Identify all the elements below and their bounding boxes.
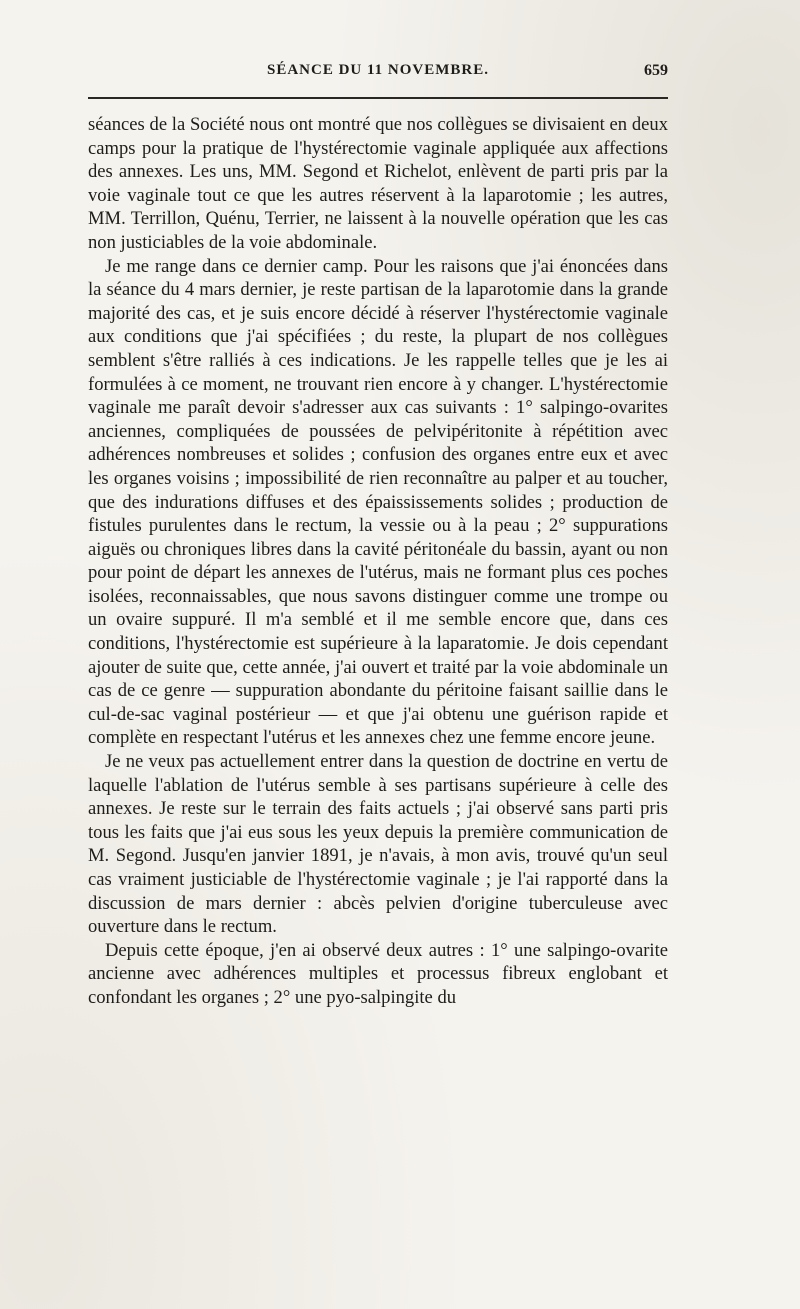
running-head [88, 62, 668, 86]
header-rule [88, 97, 668, 99]
body-text [88, 113, 668, 1010]
page-number: 659 [644, 62, 668, 79]
paragraph-3: Je ne veux pas actuellement entrer dans la question de doctrine en vertu de laquelle l'ablation de l'utérus semble à ses partisans supérieure à celle des annexes. Je reste sur le terrain des faits actuels ; j'ai observé sans parti pris tous les faits que j'ai eus sous les yeux depuis la première communication de M. Segond. Jusqu'en janvier 1891, je n'avais, à mon avis, trouvé qu'un seul cas vraiment justiciable de l'hystérectomie vaginale ; je l'ai rapporté dans la discussion de mars dernier : abcès pelvien d'origine tuberculeuse avec ouverture dans le rectum. [88, 751, 668, 938]
paragraph-2: Je me range dans ce dernier camp. Pour les raisons que j'ai énoncées dans la séance du 4 mars dernier, je reste partisan de la laparotomie dans la grande majorité des cas, et je suis encore décidé à réserver l'hystérectomie vaginale aux conditions que j'ai spécifiées ; du reste, la plupart de nos collègues semblent s'être ralliés à ces indications. Je les rappelle telles que je les ai formulées à ce moment, ne trouvant rien encore à y changer. L'hystérectomie vaginale me paraît devoir s'adresser aux cas suivants : 1° salpingo-ovarites anciennes, compliquées de poussées de pelvipéritonite à répétition avec adhérences nombreuses et solides ; confusion des organes entre eux et avec les organes voisins ; impossibilité de rien reconnaître au palper et au toucher, que des indurations diffuses et des épaississements solides ; production de fistules purulentes dans le rectum, la vessie ou à la peau ; 2° suppurations aiguës ou chroniques libres dans la cavité péritonéale du bassin, ayant ou non pour point de départ les annexes de l'utérus, mais ne formant plus ces poches isolées, reconnaissables, que nous savons distinguer comme une trompe ou un ovaire suppuré. Il m'a semblé et il me semble encore que, dans ces conditions, l'hystérectomie est supérieure à la laparatomie. Je dois cependant ajouter de suite que, cette année, j'ai ouvert et traité par la voie abdominale un cas de ce genre — suppuration abondante du péritoine faisant saillie dans le cul-de-sac vaginal postérieur — et que j'ai obtenu une guérison rapide et complète en respectant l'utérus et les annexes chez une femme encore jeune. [88, 255, 668, 749]
running-title: SÉANCE DU 11 NOVEMBRE. [266, 62, 490, 78]
paragraph-1: séances de la Société nous ont montré que nos collègues se divisaient en deux camps pour la pratique de l'hystérectomie vaginale appliquée aux affections des annexes. Les uns, MM. Segond et Richelot, enlèvent de parti pris par la voie vaginale tout ce que les autres réservent à la laparotomie ; les autres, MM. Terrillon, Quénu, Terrier, ne laissent à la nouvelle opération que les cas non justiciables de la voie abdominale. [88, 114, 668, 253]
paragraph-4: Depuis cette époque, j'en ai observé deux autres : 1° une salpingo-ovarite ancienne avec adhérences multiples et processus fibreux englobant et confondant les organes ; 2° une pyo-salpingite du [88, 939, 668, 1008]
